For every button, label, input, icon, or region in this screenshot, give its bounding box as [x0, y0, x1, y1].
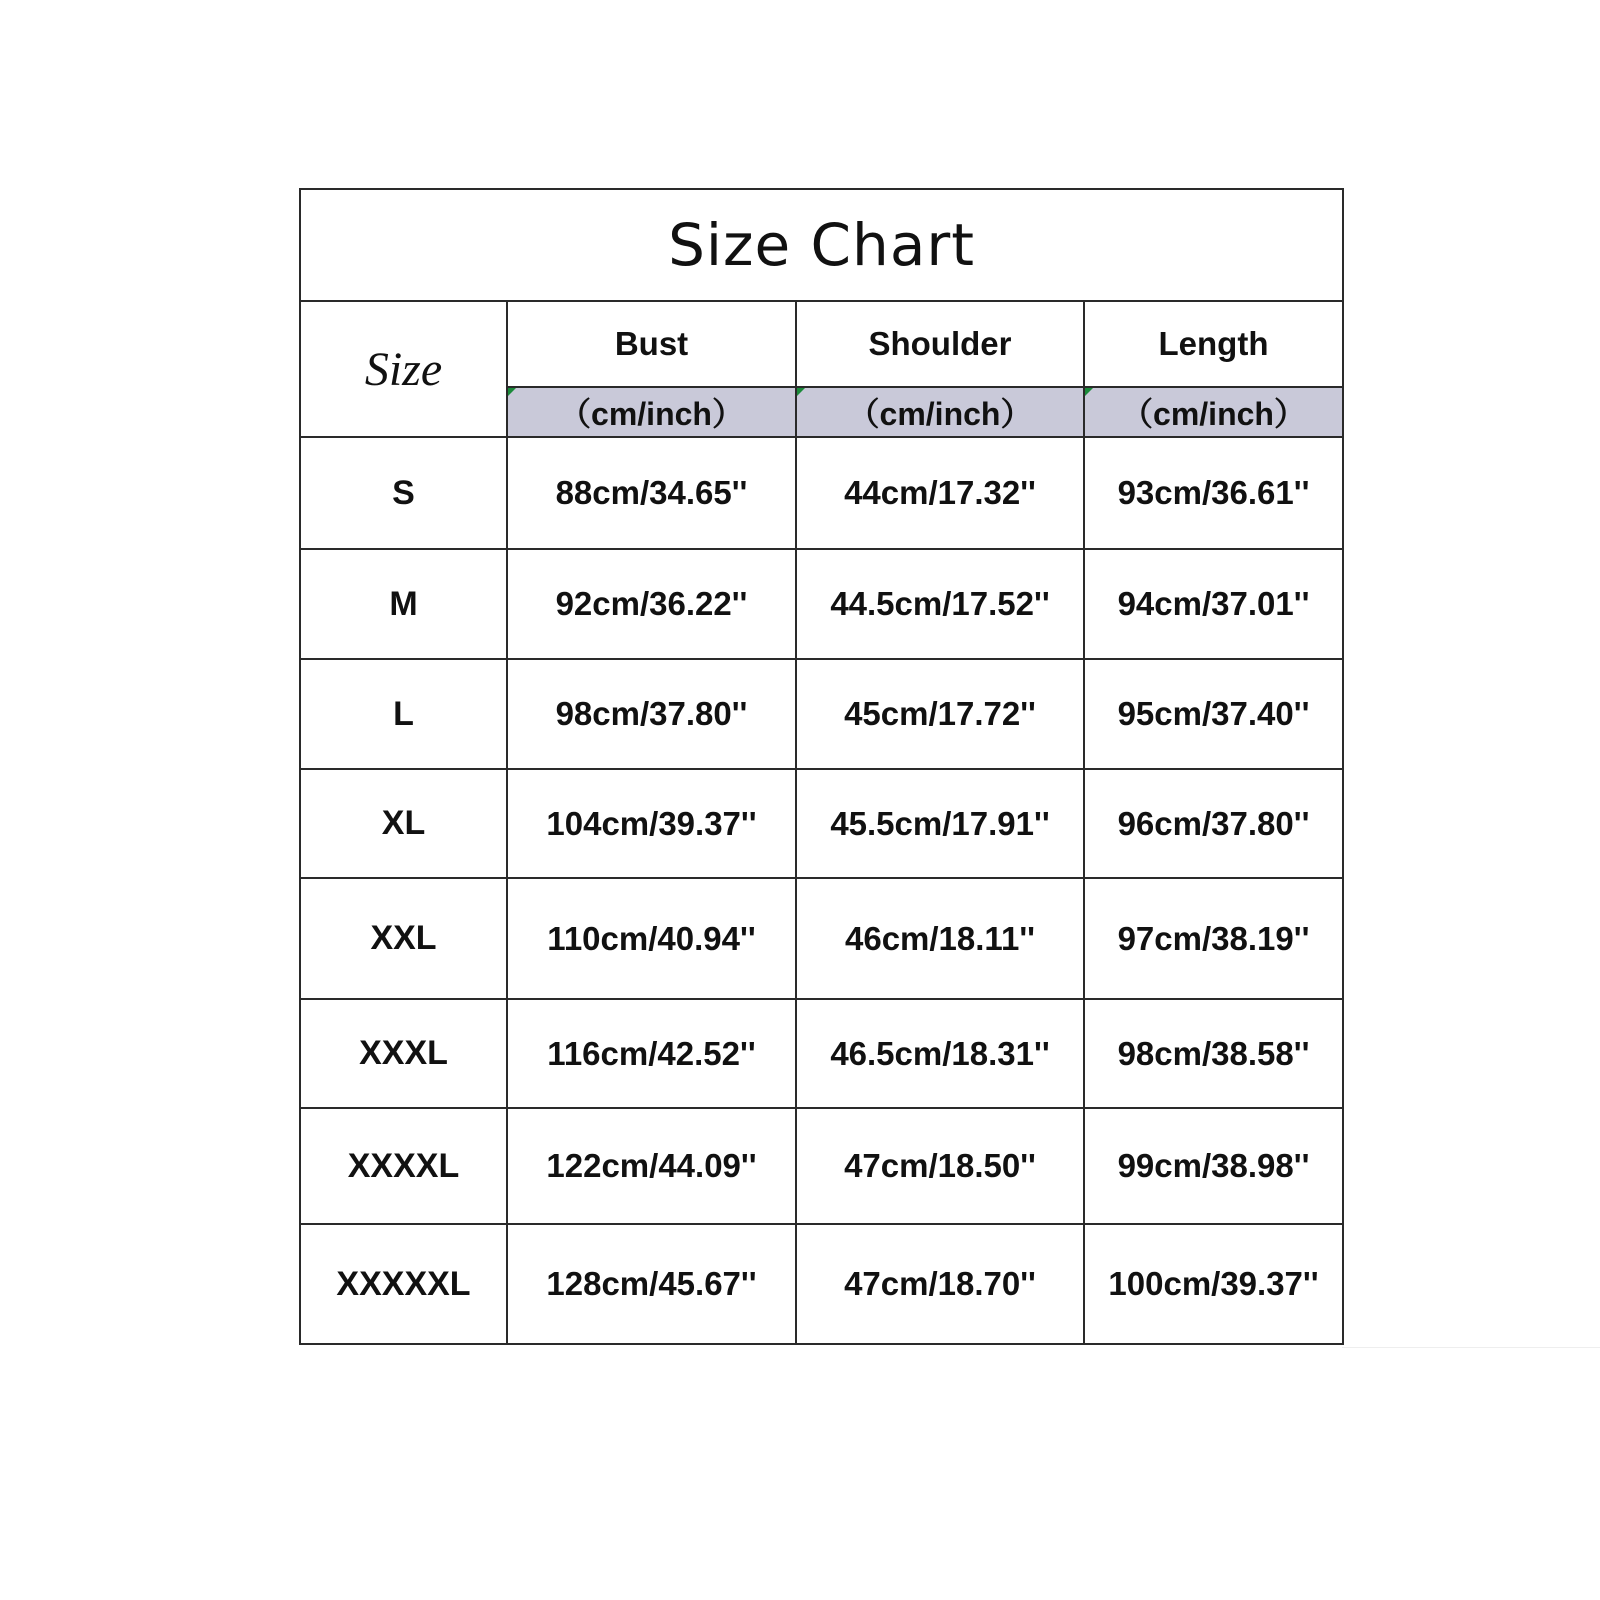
- shoulder-cell: 44.5cm/17.52'': [796, 549, 1084, 659]
- bust-cell: 104cm/39.37'': [507, 769, 796, 878]
- size-cell: XXXXXL: [300, 1224, 507, 1344]
- faint-divider-line: [1342, 1347, 1600, 1348]
- bust-cell: 116cm/42.52'': [507, 999, 796, 1108]
- length-cell: 99cm/38.98'': [1084, 1108, 1343, 1224]
- table-row: [300, 437, 1343, 549]
- shoulder-cell: 47cm/18.70'': [796, 1224, 1084, 1344]
- table-row: [300, 999, 1343, 1108]
- table-row: [300, 1108, 1343, 1224]
- table-row: [300, 1224, 1343, 1344]
- bust-cell: 110cm/40.94'': [507, 878, 796, 999]
- bust-cell: 98cm/37.80'': [507, 659, 796, 769]
- table-row: [300, 769, 1343, 878]
- shoulder-cell: 47cm/18.50'': [796, 1108, 1084, 1224]
- size-cell: M: [300, 549, 507, 659]
- chart-title: Size Chart: [300, 189, 1343, 301]
- size-cell: XXL: [300, 878, 507, 999]
- size-cell: L: [300, 659, 507, 769]
- length-cell: 94cm/37.01'': [1084, 549, 1343, 659]
- length-cell: 93cm/36.61'': [1084, 437, 1343, 549]
- length-cell: 95cm/37.40'': [1084, 659, 1343, 769]
- size-cell: XL: [300, 769, 507, 878]
- shoulder-cell: 44cm/17.32'': [796, 437, 1084, 549]
- length-column-header: Length: [1084, 301, 1343, 387]
- bust-cell: 92cm/36.22'': [507, 549, 796, 659]
- bust-column-header: Bust: [507, 301, 796, 387]
- bust-unit-label: （cm/inch）: [507, 387, 796, 437]
- shoulder-column-header: Shoulder: [796, 301, 1084, 387]
- length-unit-label: （cm/inch）: [1084, 387, 1343, 437]
- shoulder-unit-label: （cm/inch）: [796, 387, 1084, 437]
- table-row: [300, 659, 1343, 769]
- size-cell: XXXL: [300, 999, 507, 1108]
- size-cell: XXXXL: [300, 1108, 507, 1224]
- shoulder-cell: 46.5cm/18.31'': [796, 999, 1084, 1108]
- length-cell: 97cm/38.19'': [1084, 878, 1343, 999]
- length-cell: 98cm/38.58'': [1084, 999, 1343, 1108]
- shoulder-cell: 46cm/18.11'': [796, 878, 1084, 999]
- title-row: [300, 189, 1343, 301]
- bust-cell: 128cm/45.67'': [507, 1224, 796, 1344]
- bust-cell: 122cm/44.09'': [507, 1108, 796, 1224]
- shoulder-cell: 45.5cm/17.91'': [796, 769, 1084, 878]
- length-cell: 100cm/39.37'': [1084, 1224, 1343, 1344]
- size-column-header: Size: [300, 301, 507, 437]
- measure-header-row: [300, 301, 1343, 387]
- bust-cell: 88cm/34.65'': [507, 437, 796, 549]
- length-cell: 96cm/37.80'': [1084, 769, 1343, 878]
- table-row: [300, 549, 1343, 659]
- size-cell: S: [300, 437, 507, 549]
- size-chart-table: [299, 188, 1344, 1345]
- table-row: [300, 878, 1343, 999]
- shoulder-cell: 45cm/17.72'': [796, 659, 1084, 769]
